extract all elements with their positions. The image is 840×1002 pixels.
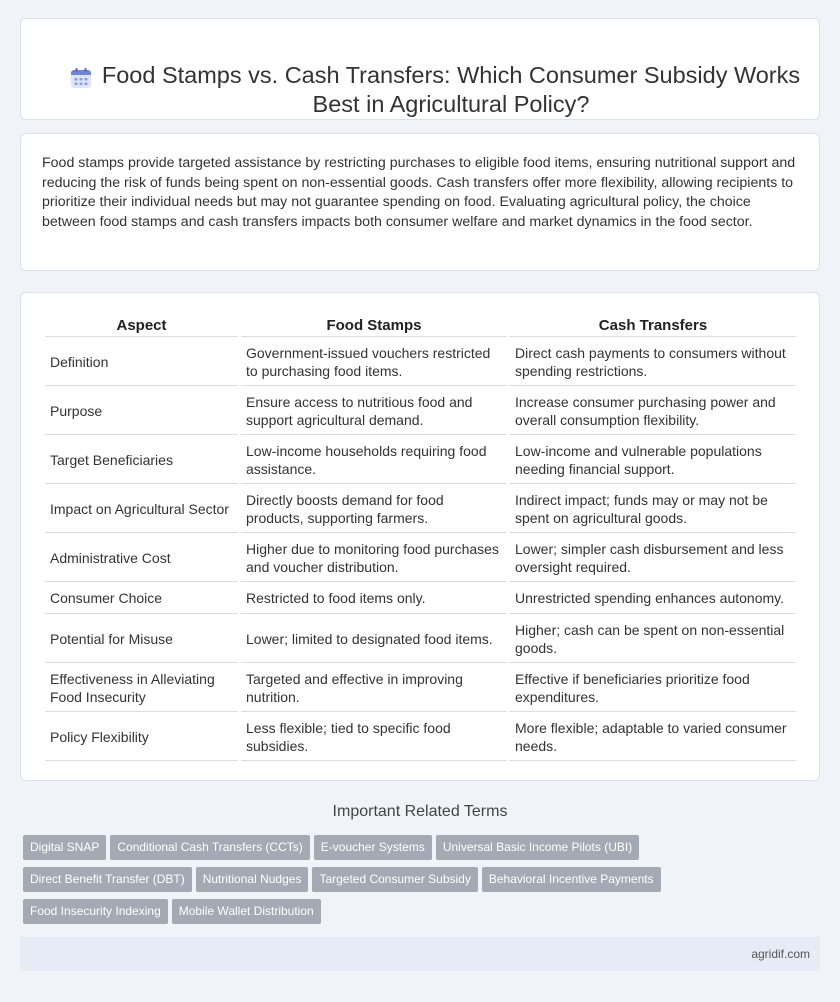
aspect-cell: Consumer Choice: [45, 582, 238, 614]
cash-transfers-cell: Increase consumer purchasing power and overall consumption flexibility.: [510, 386, 796, 435]
tag-targeted-consumer-subsidy[interactable]: Targeted Consumer Subsidy: [312, 867, 477, 892]
calendar-icon: [69, 66, 93, 90]
cash-transfers-cell: Effective if beneficiaries prioritize food expenditures.: [510, 663, 796, 712]
tag-nutritional-nudges[interactable]: Nutritional Nudges: [196, 867, 309, 892]
cash-transfers-cell: Direct cash payments to consumers without spending restrictions.: [510, 337, 796, 386]
header-food-stamps: Food Stamps: [241, 315, 507, 337]
aspect-cell: Impact on Agricultural Sector: [45, 484, 238, 533]
page-title: Food Stamps vs. Cash Transfers: Which Consumer Subsidy Works Best in Agricultural Policy?: [101, 62, 801, 117]
tag-e-voucher-systems[interactable]: E-voucher Systems: [314, 835, 432, 860]
intro-card: [20, 133, 820, 271]
cash-transfers-cell: Lower; simpler cash disbursement and less oversight required.: [510, 533, 796, 582]
intro-paragraph: Food stamps provide targeted assistance by restricting purchases to eligible food items, ensuring nutritional support and reducing the risk of funds being spent on non-essential goods. Cash transfers offer more flexibility, allowing recipients to prioritize their individual needs but may not guarantee spending on food. Evaluating agricultural policy, the choice between food stamps and cash transfers impacts both consumer welfare and market dynamics in the food sector.: [42, 155, 796, 230]
footer: [20, 937, 820, 971]
table-row: [45, 533, 796, 582]
tag-digital-snap[interactable]: Digital SNAP: [23, 835, 106, 860]
related-terms-title: Important Related Terms: [332, 803, 508, 820]
related-terms-tags: [23, 835, 813, 931]
comparison-card: [20, 292, 820, 781]
food-stamps-cell: Restricted to food items only.: [241, 582, 507, 614]
food-stamps-cell: Lower; limited to designated food items.: [241, 614, 507, 663]
table-header-row: [45, 315, 796, 337]
header-aspect: Aspect: [45, 315, 238, 337]
comparison-table: [42, 315, 799, 761]
cash-transfers-cell: Unrestricted spending enhances autonomy.: [510, 582, 796, 614]
food-stamps-cell: Targeted and effective in improving nutrition.: [241, 663, 507, 712]
tag-food-insecurity-indexing[interactable]: Food Insecurity Indexing: [23, 899, 168, 924]
food-stamps-cell: Low-income households requiring food assistance.: [241, 435, 507, 484]
aspect-cell: Administrative Cost: [45, 533, 238, 582]
table-row: [45, 663, 796, 712]
table-row: [45, 582, 796, 614]
aspect-cell: Potential for Misuse: [45, 614, 238, 663]
table-row: [45, 712, 796, 761]
cash-transfers-cell: Low-income and vulnerable populations needing financial support.: [510, 435, 796, 484]
food-stamps-cell: Directly boosts demand for food products, supporting farmers.: [241, 484, 507, 533]
food-stamps-cell: Ensure access to nutritious food and support agricultural demand.: [241, 386, 507, 435]
table-row: [45, 386, 796, 435]
table-row: [45, 337, 796, 386]
food-stamps-cell: Less flexible; tied to specific food subsidies.: [241, 712, 507, 761]
cash-transfers-cell: More flexible; adaptable to varied consumer needs.: [510, 712, 796, 761]
title-card: [20, 18, 820, 120]
tag-behavioral-incentive-payments[interactable]: Behavioral Incentive Payments: [482, 867, 661, 892]
tag-conditional-cash-transfers[interactable]: Conditional Cash Transfers (CCTs): [110, 835, 309, 860]
food-stamps-cell: Government-issued vouchers restricted to purchasing food items.: [241, 337, 507, 386]
table-row: [45, 435, 796, 484]
header-cash-transfers: Cash Transfers: [510, 315, 796, 337]
food-stamps-cell: Higher due to monitoring food purchases and voucher distribution.: [241, 533, 507, 582]
aspect-cell: Target Beneficiaries: [45, 435, 238, 484]
cash-transfers-cell: Indirect impact; funds may or may not be spent on agricultural goods.: [510, 484, 796, 533]
aspect-cell: Policy Flexibility: [45, 712, 238, 761]
cash-transfers-cell: Higher; cash can be spent on non-essential goods.: [510, 614, 796, 663]
tag-universal-basic-income-pilots[interactable]: Universal Basic Income Pilots (UBI): [436, 835, 639, 860]
aspect-cell: Effectiveness in Alleviating Food Insecurity: [45, 663, 238, 712]
aspect-cell: Definition: [45, 337, 238, 386]
footer-site[interactable]: agridif.com: [751, 947, 810, 961]
tag-mobile-wallet-distribution[interactable]: Mobile Wallet Distribution: [172, 899, 321, 924]
tag-direct-benefit-transfer[interactable]: Direct Benefit Transfer (DBT): [23, 867, 192, 892]
table-row: [45, 484, 796, 533]
aspect-cell: Purpose: [45, 386, 238, 435]
table-row: [45, 614, 796, 663]
